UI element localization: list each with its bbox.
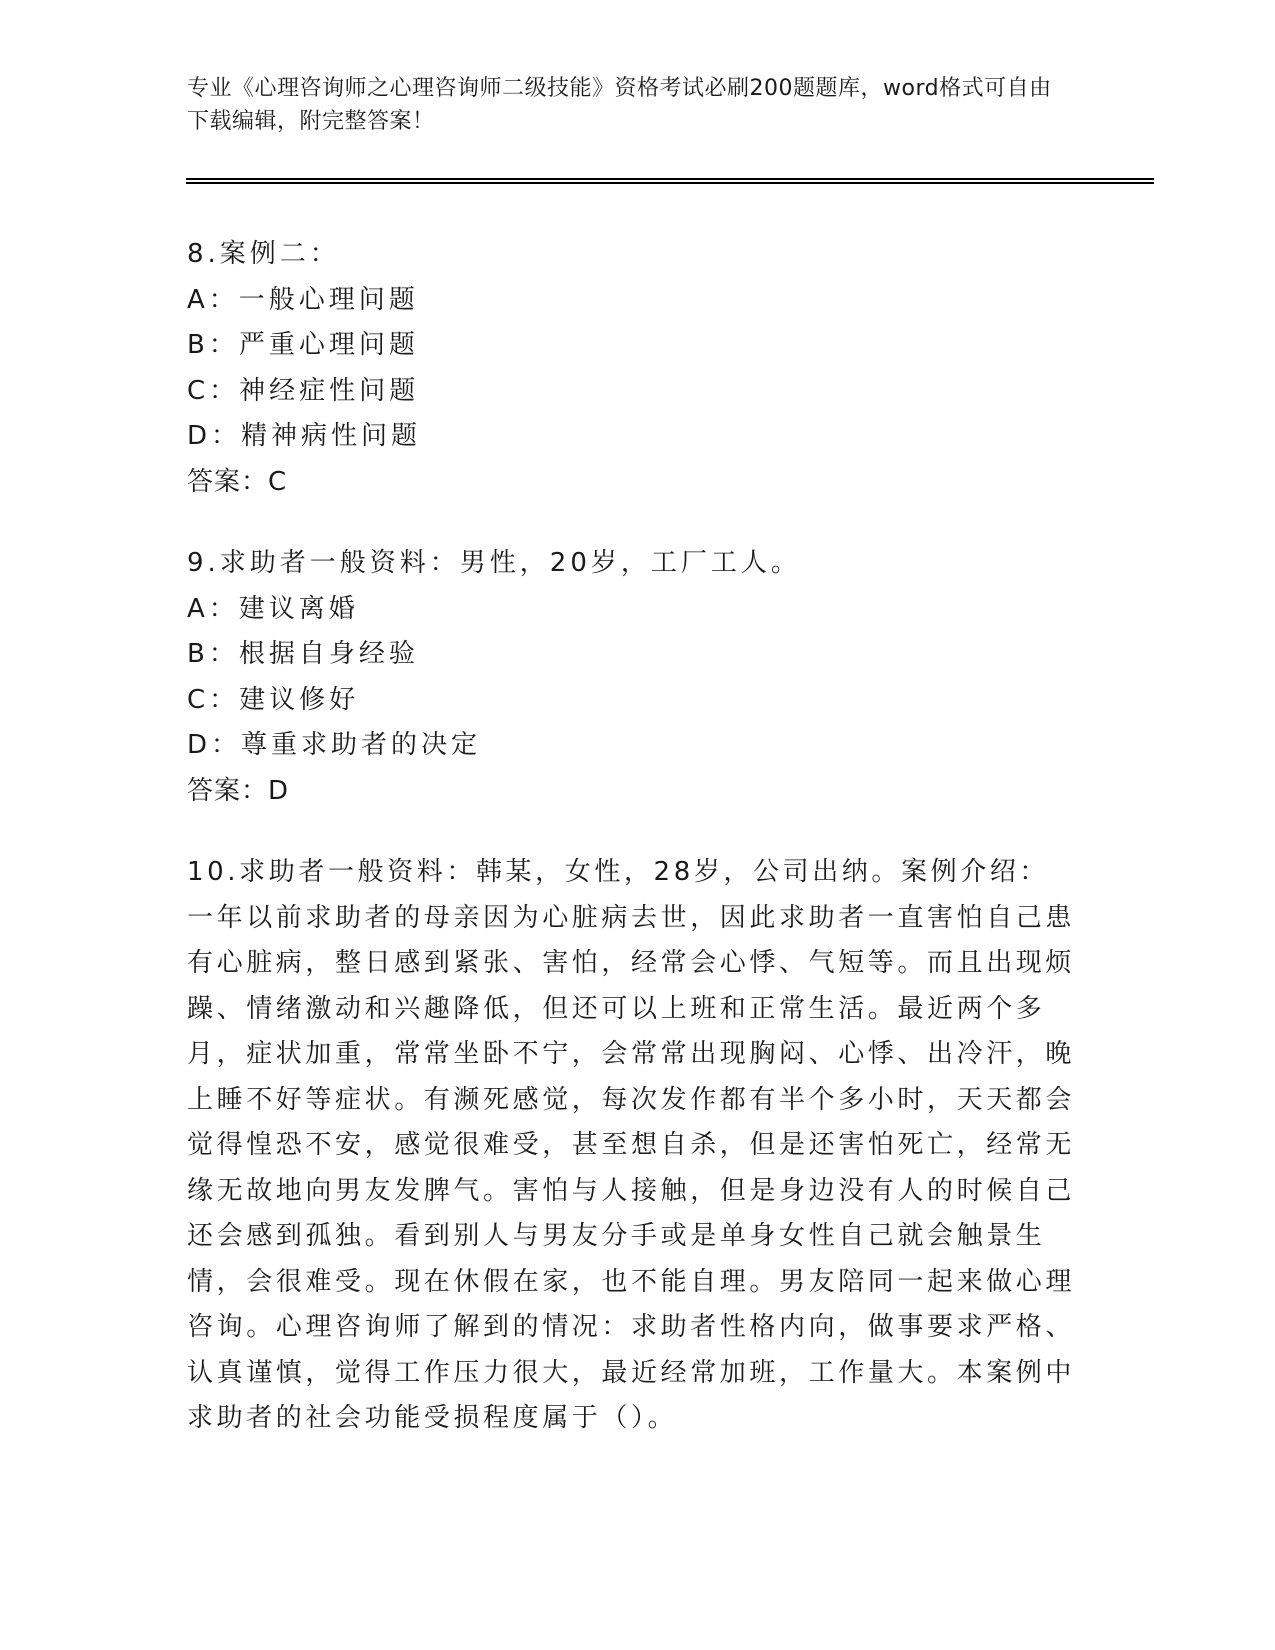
answer: 答案：D (187, 775, 290, 806)
question-stem: 8.案例二： (187, 239, 340, 269)
option-b: B：严重心理问题 (187, 330, 419, 360)
question-8 (187, 232, 1087, 505)
header-divider (186, 178, 1154, 184)
option-c: C：神经症性问题 (187, 375, 420, 406)
question-stem: 9.求助者一般资料：男性，20岁，工厂工人。 (187, 548, 801, 578)
option-c: C：建议修好 (187, 684, 360, 715)
option-a: A：一般心理问题 (187, 284, 419, 315)
question-9 (187, 541, 1087, 814)
option-d: D：尊重求助者的决定 (187, 730, 482, 760)
option-b: B：根据自身经验 (187, 639, 419, 669)
document-header: 专业《心理咨询师之心理咨询师二级技能》资格考试必刷200题题库，word格式可自由下载编辑，附完整答案！ (187, 76, 1052, 134)
answer: 答案：C (187, 466, 288, 497)
question-stem: 10.求助者一般资料：韩某，女性，28岁，公司出纳。案例介绍：一年以前求助者的母亲因为心脏病去世，因此求助者一直害怕自己患有心脏病，整日感到紧张、害怕，经常会心悸、气短等。而且出现烦躁、情绪激动和兴趣降低，但还可以上班和正常生活。最近两个多月，症状加重，常常坐卧不宁，会常常出现胸闷、心悸、出冷汗，晚上睡不好等症状。有濒死感觉，每次发作都有半个多小时，天天都会觉得惶恐不安，感觉很难受，甚至想自杀，但是还害怕死亡，经常无缘无故地向男友发脾气。害怕与人接触，但是身边没有人的时候自己还会感到孤独。看到别人与男友分手或是单身女性自己就会触景生情，会很难受。现在休假在家，也不能自理。男友陪同一起来做心理咨询。心理咨询师了解到的情况：求助者性格内向，做事要求严格、认真谨慎，觉得工作压力很大，最近经常加班，工作量大。本案例中求助者的社会功能受损程度属于（）。 (187, 857, 1076, 1433)
option-a: A：建议离婚 (187, 593, 359, 624)
question-10 (187, 850, 1087, 1442)
option-d: D：精神病性问题 (187, 421, 422, 451)
question-list (187, 232, 1087, 1478)
